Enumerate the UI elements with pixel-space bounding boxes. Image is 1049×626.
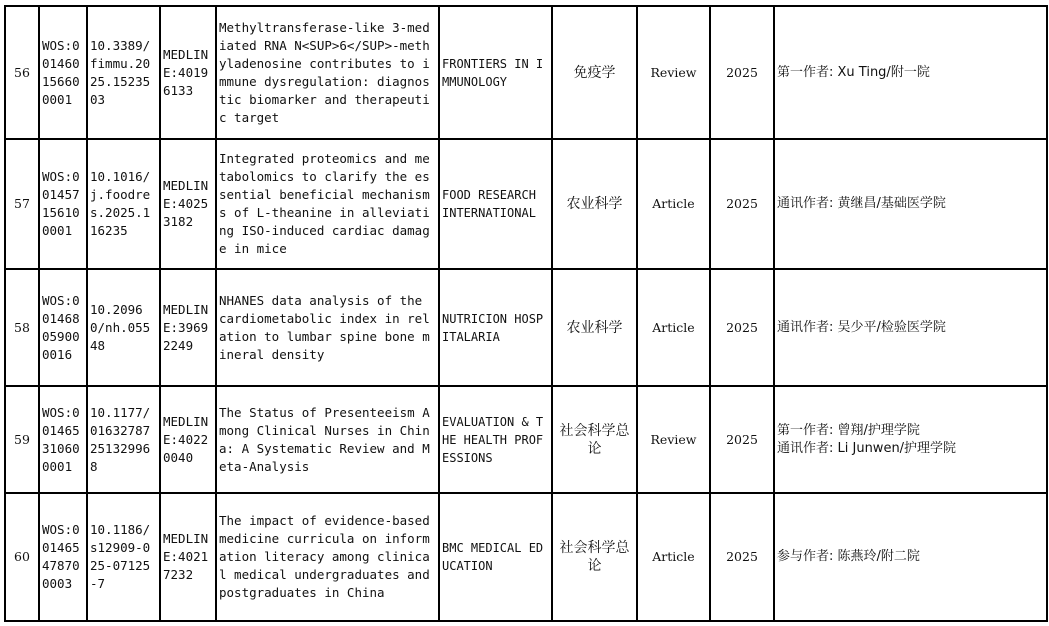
author-info xyxy=(774,139,1047,269)
author-line: 第一作者: Xu Ting/附一院 xyxy=(777,64,930,80)
document-type: Article xyxy=(637,269,710,386)
row-index: 56 xyxy=(5,6,39,139)
medline-id: MEDLINE:40220040 xyxy=(160,386,216,493)
table-row xyxy=(5,269,1047,386)
publication-year: 2025 xyxy=(710,493,774,621)
doi: 10.1186/s12909-025-07125-7 xyxy=(87,493,160,621)
article-title: The impact of evidence-based medicine curricula on information literacy among clinical medical undergraduates and postgraduates in China xyxy=(216,493,439,621)
wos-accession: WOS:001457156100001 xyxy=(39,139,87,269)
author-line: 通讯作者: 吴少平/检验医学院 xyxy=(777,319,946,335)
doi: 10.1016/j.foodres.2025.116235 xyxy=(87,139,160,269)
journal-name: EVALUATION & THE HEALTH PROFESSIONS xyxy=(439,386,552,493)
author-info xyxy=(774,493,1047,621)
table-row xyxy=(5,6,1047,139)
subject-category: 免疫学 xyxy=(552,6,637,139)
journal-name: NUTRICION HOSPITALARIA xyxy=(439,269,552,386)
article-title: Integrated proteomics and metabolomics to clarify the essential beneficial mechanisms of L-theanine in alleviating ISO-induced cardiac damage in mice xyxy=(216,139,439,269)
table-row xyxy=(5,386,1047,493)
subject-category: 农业科学 xyxy=(552,269,637,386)
author-info xyxy=(774,6,1047,139)
doi: 10.3389/fimmu.2025.1523503 xyxy=(87,6,160,139)
document-type: Review xyxy=(637,386,710,493)
article-title: The Status of Presenteeism Among Clinical Nurses in China: A Systematic Review and Meta-Analysis xyxy=(216,386,439,493)
document-type: Article xyxy=(637,493,710,621)
row-index: 58 xyxy=(5,269,39,386)
wos-accession: WOS:001465478700003 xyxy=(39,493,87,621)
wos-accession: WOS:001468059000016 xyxy=(39,269,87,386)
publication-year: 2025 xyxy=(710,139,774,269)
author-info xyxy=(774,386,1047,493)
wos-accession: WOS:001465310600001 xyxy=(39,386,87,493)
author-line: 参与作者: 陈燕玲/附二院 xyxy=(777,549,920,564)
row-index: 59 xyxy=(5,386,39,493)
table-row xyxy=(5,493,1047,621)
author-info xyxy=(774,269,1047,386)
author-line: 第一作者: 曾翔/护理学院 xyxy=(777,422,920,438)
table-row xyxy=(5,139,1047,269)
subject-category: 农业科学 xyxy=(552,139,637,269)
journal-name: FOOD RESEARCH INTERNATIONAL xyxy=(439,139,552,269)
document-type: Review xyxy=(637,6,710,139)
journal-name: FRONTIERS IN IMMUNOLOGY xyxy=(439,6,552,139)
publication-table xyxy=(4,5,1048,622)
wos-accession: WOS:001460156600001 xyxy=(39,6,87,139)
article-title: NHANES data analysis of the cardiometabolic index in relation to lumbar spine bone mineral density xyxy=(216,269,439,386)
doi: 10.20960/nh.05548 xyxy=(87,269,160,386)
publication-year: 2025 xyxy=(710,269,774,386)
medline-id: MEDLINE:40217232 xyxy=(160,493,216,621)
publication-year: 2025 xyxy=(710,6,774,139)
doi: 10.1177/01632787251329968 xyxy=(87,386,160,493)
subject-category: 社会科学总论 xyxy=(552,493,637,621)
medline-id: MEDLINE:40196133 xyxy=(160,6,216,139)
publication-year: 2025 xyxy=(710,386,774,493)
medline-id: MEDLINE:39692249 xyxy=(160,269,216,386)
journal-name: BMC MEDICAL EDUCATION xyxy=(439,493,552,621)
medline-id: MEDLINE:40253182 xyxy=(160,139,216,269)
publication-table-container xyxy=(4,5,1048,622)
author-line: 通讯作者: 黄继昌/基础医学院 xyxy=(777,196,946,211)
row-index: 60 xyxy=(5,493,39,621)
author-line: 通讯作者: Li Junwen/护理学院 xyxy=(777,440,957,456)
row-index: 57 xyxy=(5,139,39,269)
article-title: Methyltransferase-like 3-mediated RNA N<SUP>6</SUP>-methyladenosine contributes to immune dysregulation: diagnostic biomarker and therapeutic target xyxy=(216,6,439,139)
subject-category: 社会科学总论 xyxy=(552,386,637,493)
document-type: Article xyxy=(637,139,710,269)
